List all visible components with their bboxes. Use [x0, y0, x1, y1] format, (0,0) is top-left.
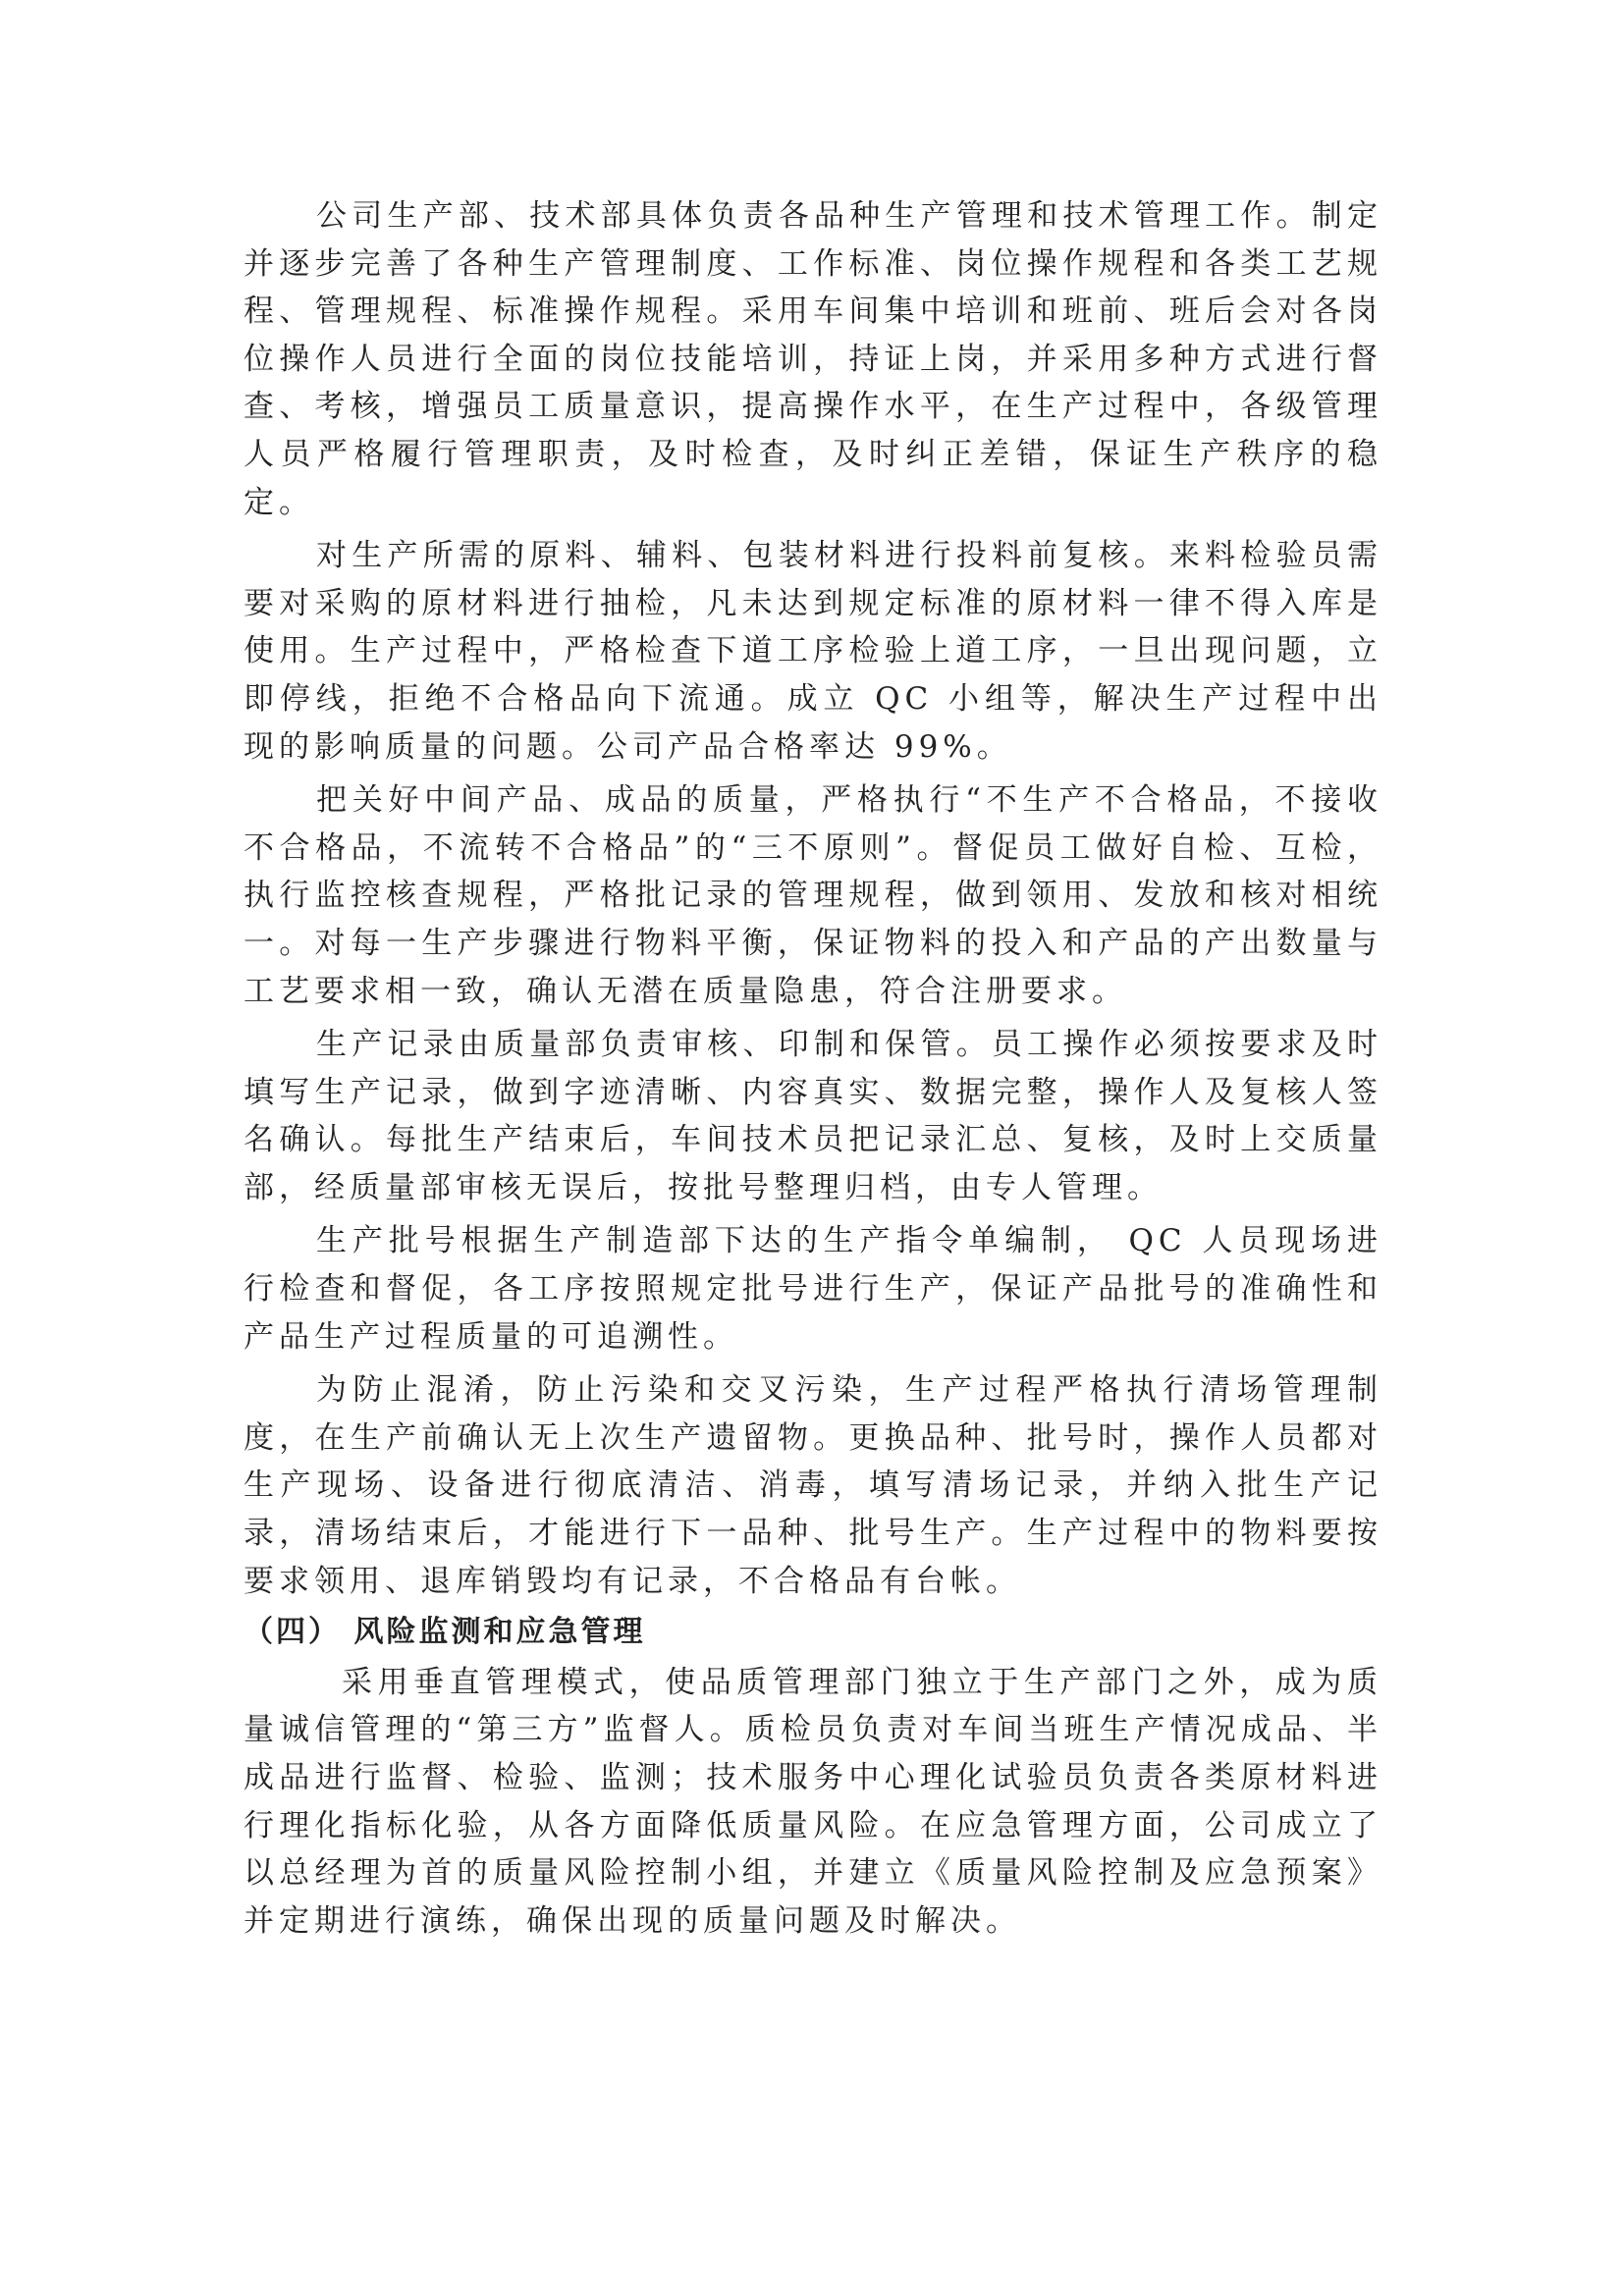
paragraph-production-management: 公司生产部、技术部具体负责各品种生产管理和技术管理工作。制定并逐步完善了各种生产管理制度、工作标准、岗位操作规程和各类工艺规程、管理规程、标准操作规程。采用车间集中培训和班前、班后会对各岗位操作人员进行全面的岗位技能培训，持证上岗，并采用多种方式进行督查、考核，增强员工质量意识，提高操作水平，在生产过程中，各级管理人员严格履行管理职责，及时检查，及时纠正差错，保证生产秩序的稳定。: [244, 198, 1382, 520]
paragraph-batch-numbers: 生产批号根据生产制造部下达的生产指令单编制， QC 人员现场进行检查和督促，各工序按照规定批号进行生产，保证产品批号的准确性和产品生产过程质量的可追溯性。: [244, 1223, 1382, 1355]
paragraph-production-records: 生产记录由质量部负责审核、印制和保管。员工操作必须按要求及时填写生产记录，做到字迹清晰、内容真实、数据完整，操作人及复核人签名确认。每批生产结束后，车间技术员把记录汇总、复核，及时上交质量部，经质量部审核无误后，按批号整理归档，由专人管理。: [244, 1027, 1382, 1205]
section-heading-risk-monitoring: （四） 风险监测和应急管理: [244, 1615, 646, 1650]
paragraph-product-quality: 把关好中间产品、成品的质量，严格执行“不生产不合格品，不接收不合格品，不流转不合格品”的“三不原则”。督促员工做好自检、互检，执行监控核查规程，严格批记录的管理规程，做到领用、发放和核对相统一。对每一生产步骤进行物料平衡，保证物料的投入和产品的产出数量与工艺要求相一致，确认无潜在质量隐患，符合注册要求。: [244, 782, 1382, 1009]
paragraph-material-inspection: 对生产所需的原料、辅料、包装材料进行投料前复核。来料检验员需要对采购的原材料进行抽检，凡未达到规定标准的原材料一律不得入库是使用。生产过程中，严格检查下道工序检验上道工序，一旦出现问题，立即停线，拒绝不合格品向下流通。成立 QC 小组等，解决生产过程中出现的影响质量的问题。公司产品合格率达 99%。: [244, 538, 1382, 765]
paragraph-line-clearance: 为防止混淆，防止污染和交叉污染，生产过程严格执行清场管理制度，在生产前确认无上次生产遗留物。更换品种、批号时，操作人员都对生产现场、设备进行彻底清洁、消毒，填写清场记录，并纳入批生产记录，清场结束后，才能进行下一品种、批号生产。生产过程中的物料要按要求领用、退库销毁均有记录，不合格品有台帐。: [244, 1372, 1382, 1599]
document-body: [244, 192, 1382, 1945]
paragraph-risk-monitoring: 采用垂直管理模式，使品质管理部门独立于生产部门之外，成为质量诚信管理的“第三方”监督人。质检员负责对车间当班生产情况成品、半成品进行监督、检验、监测；技术服务中心理化试验员负责各类原材料进行理化指标化验，从各方面降低质量风险。在应急管理方面，公司成立了以总经理为首的质量风险控制小组，并建立《质量风险控制及应急预案》并定期进行演练，确保出现的质量问题及时解决。: [244, 1664, 1382, 1939]
